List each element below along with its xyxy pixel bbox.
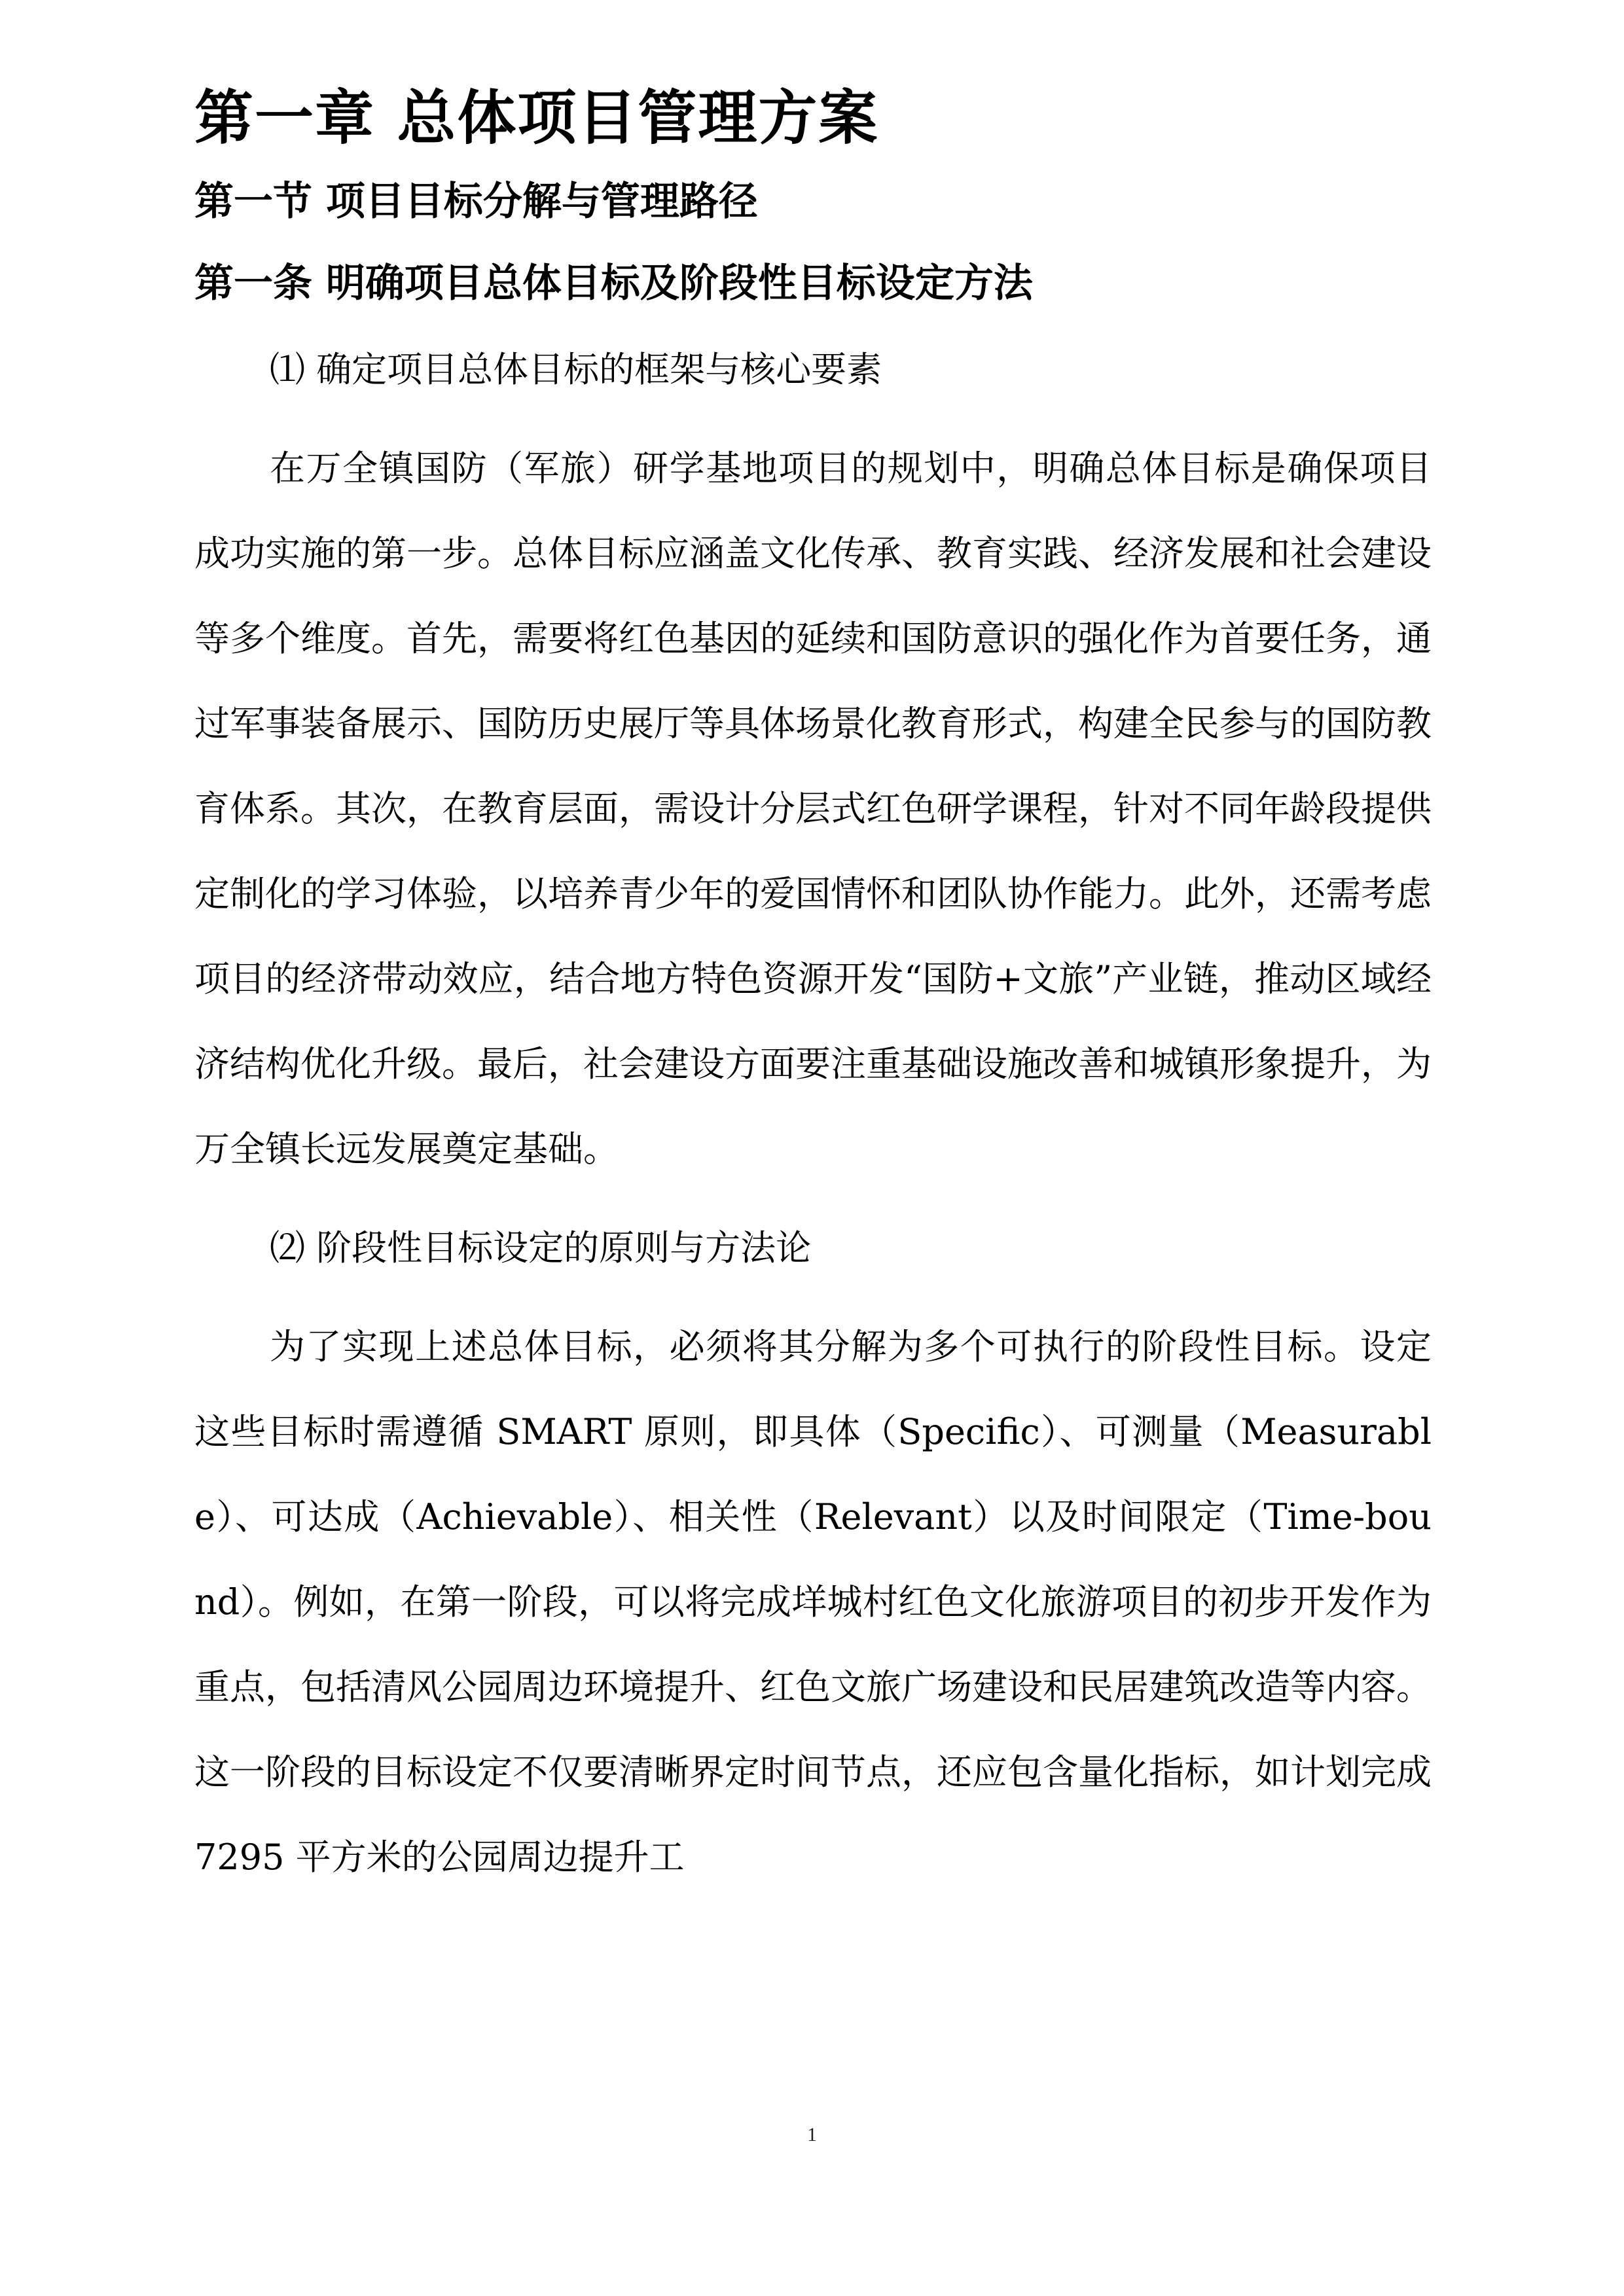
chapter-title: 第一章 总体项目管理方案 [194,83,879,152]
page-number: 1 [807,2124,817,2145]
paragraph-overall-goal: 在万全镇国防（军旅）研学基地项目的规划中，明确总体目标是确保项目成功实施的第一步。总体目标应涵盖文化传承、教育实践、经济发展和社会建设等多个维度。首先，需要将红色基因的延续和国防意识的强化作为首要任务，通过军事装备展示、国防历史展厅等具体场景化教育形式，构建全民参与的国防教育体系。其次，在教育层面，需设计分层式红色研学课程，针对不同年龄段提供定制化的学习体验，以培养青少年的爱国情怀和团队协作能力。此外，还需考虑项目的经济带动效应，结合地方特色资源开发“国防+文旅”产业链，推动区域经济结构优化升级。最后，社会建设方面要注重基础设施改善和城镇形象提升，为万全镇长远发展奠定基础。 [194,448,1432,1170]
paragraph-phase-goals: 为了实现上述总体目标，必须将其分解为多个可执行的阶段性目标。设定这些目标时需遵循 SMART 原则，即具体（Specific）、可测量（Measurable）、可达成（Achievable）、相关性（Relevant）以及时间限定（Time-bound）。例如，在第一阶段，可以将完成垟城村红色文化旅游项目的初步开发作为重点，包括清风公园周边环境提升、红色文旅广场建设和民居建筑改造等内容。这一阶段的目标设定不仅要清晰界定时间节点，还应包含量化指标，如计划完成 7295 平方米的公园周边提升工 [194,1326,1432,1878]
document-body [194,77,1432,1900]
section-title: 第一节 项目目标分解与管理路径 [194,179,758,224]
subheading-overall-goal: ⑴ 确定项目总体目标的框架与核心要素 [270,349,882,390]
subheading-phase-goals: ⑵ 阶段性目标设定的原则与方法论 [270,1227,812,1268]
article-title: 第一条 明确项目总体目标及阶段性目标设定方法 [194,260,1033,306]
